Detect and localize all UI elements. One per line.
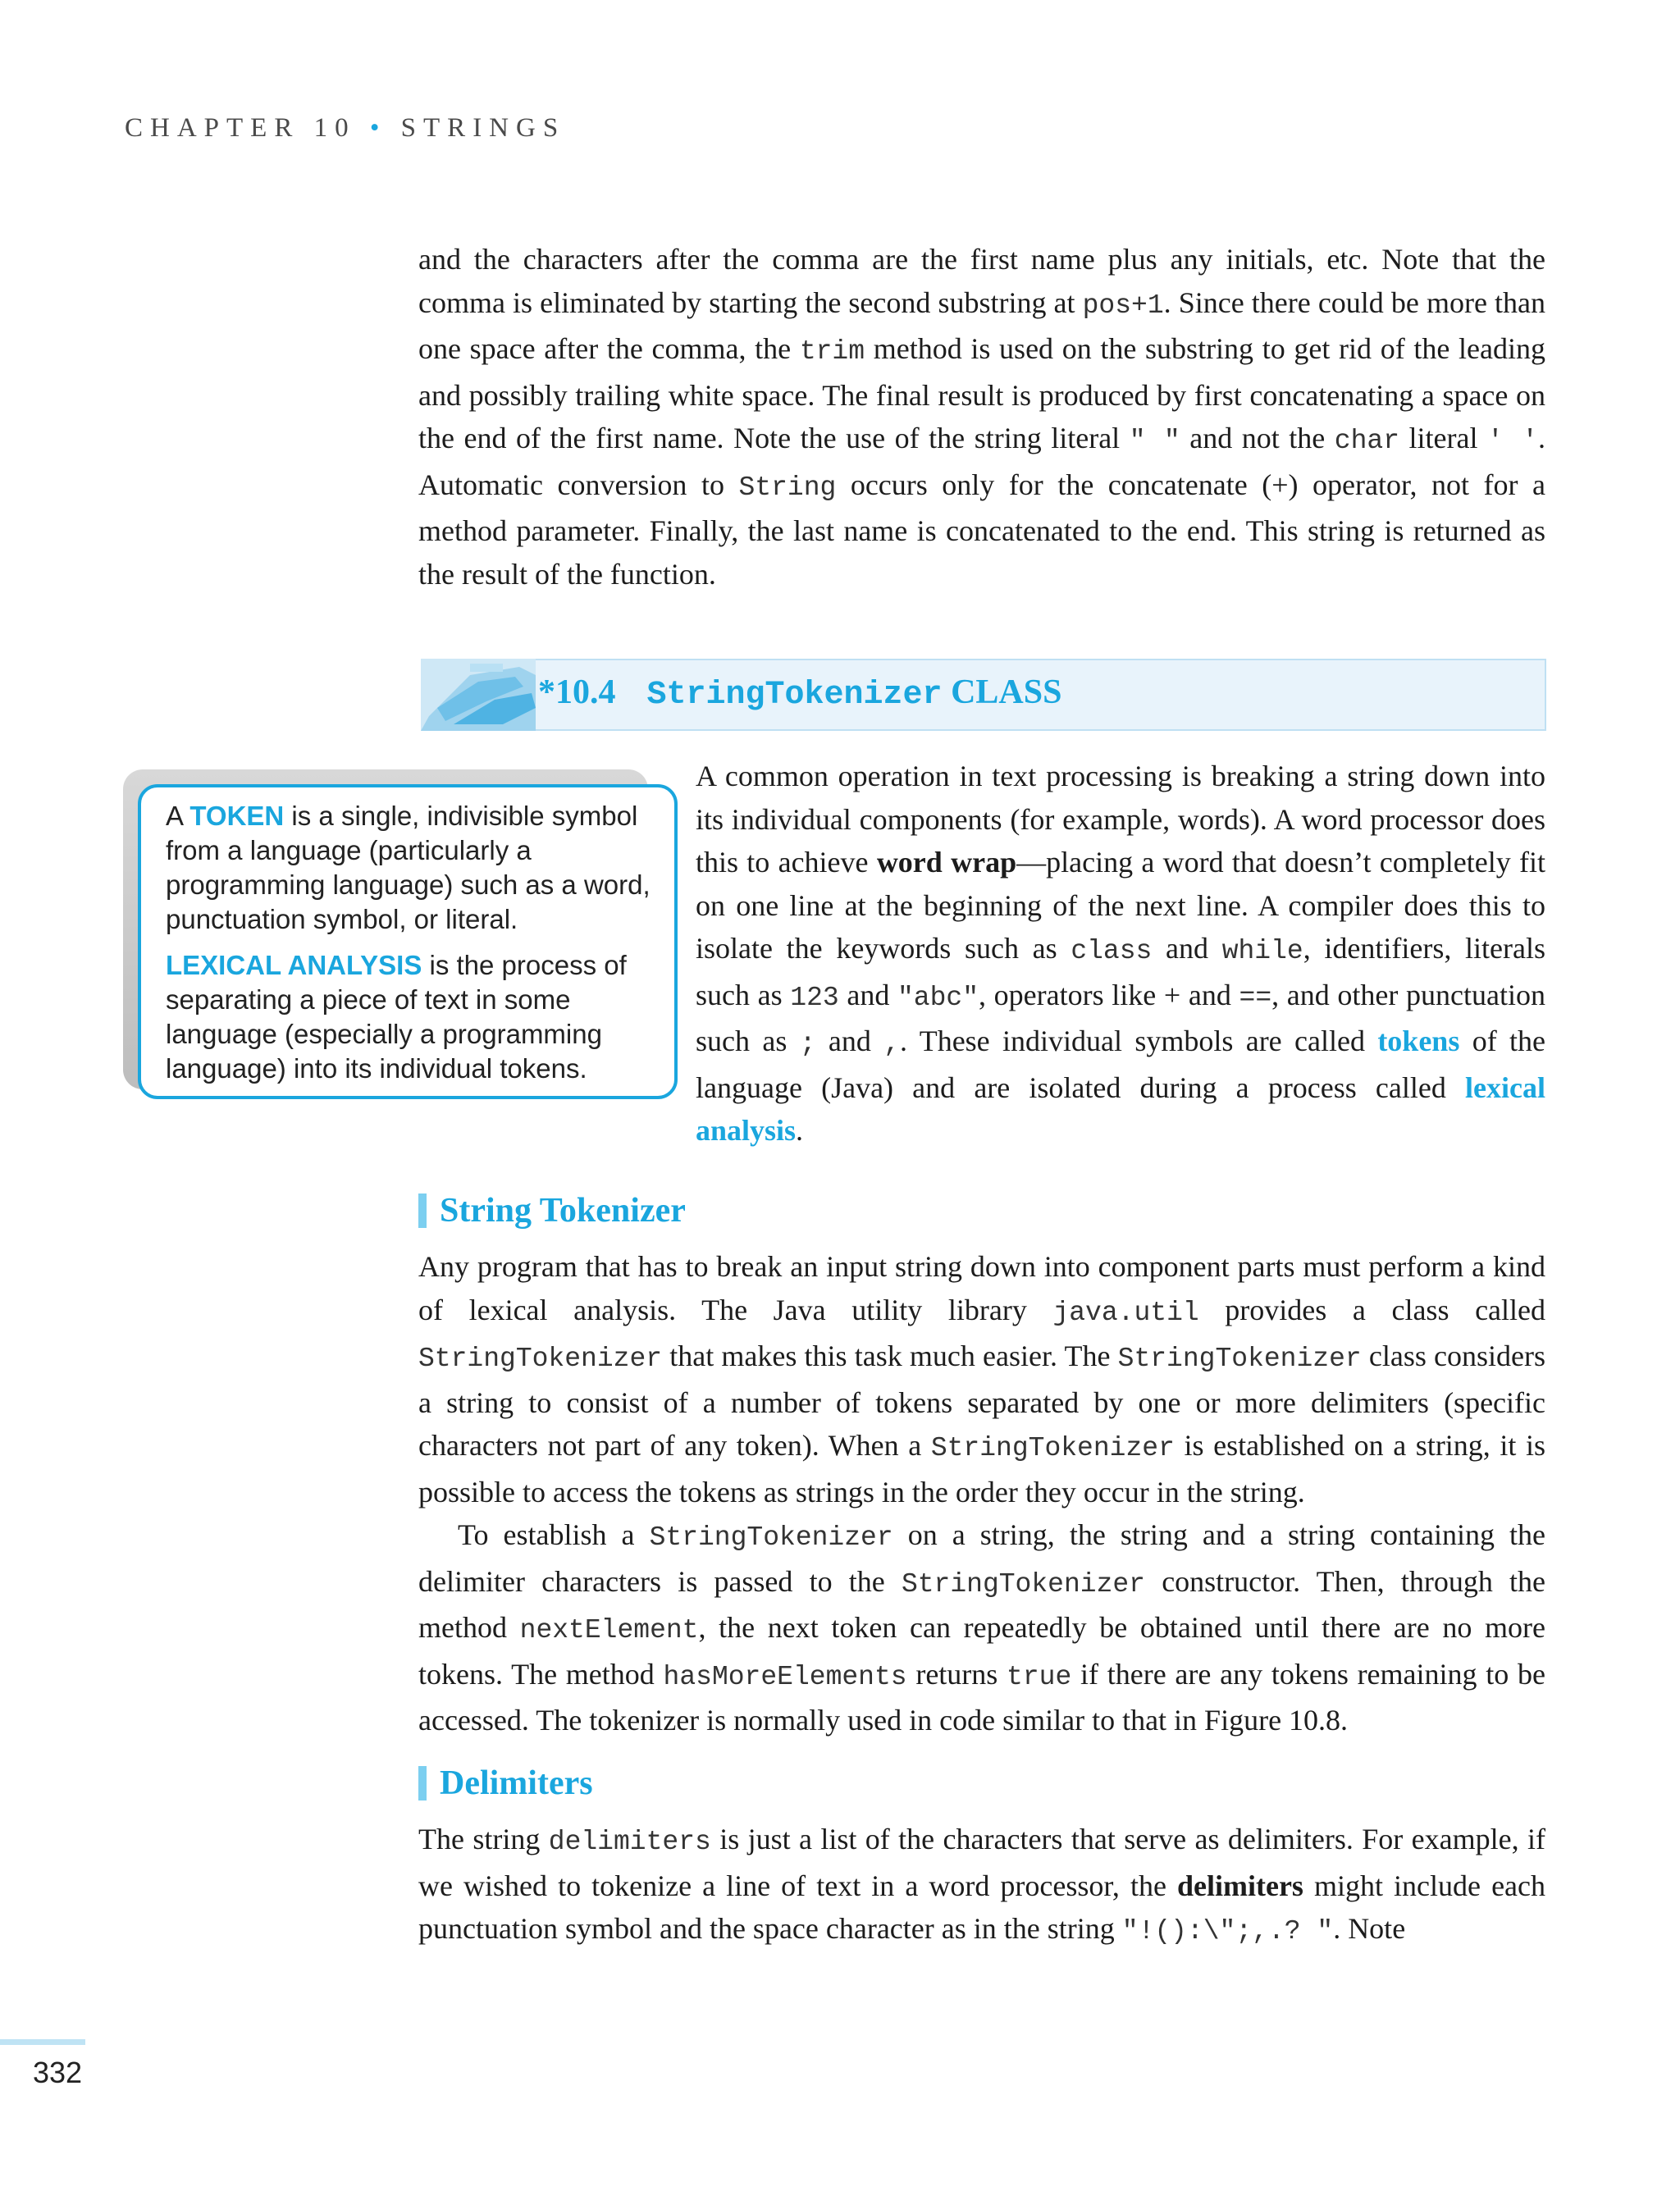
- text: is established on a string, it is possible to access the tokens as strings in the order they occur in the string.: [418, 1429, 1546, 1508]
- code: " ": [1129, 426, 1180, 456]
- code: StringTokenizer: [1117, 1344, 1362, 1374]
- code: char: [1334, 426, 1400, 456]
- code: while: [1221, 936, 1303, 966]
- term: LEXICAL ANALYSIS: [166, 950, 422, 980]
- running-head: [125, 113, 565, 144]
- text: , and other punctuation such as: [696, 978, 1545, 1057]
- code: java.util: [1052, 1297, 1199, 1328]
- code: ;: [799, 1029, 816, 1059]
- running-head-separator: •: [369, 113, 387, 143]
- code: nextElement: [519, 1615, 699, 1645]
- keyboard-image: [421, 659, 536, 731]
- subheading-marker: [418, 1766, 427, 1801]
- section-title-rest: CLASS: [942, 673, 1062, 711]
- subheading-text: String Tokenizer: [440, 1192, 686, 1230]
- paragraph: [418, 238, 1545, 596]
- text: The string: [418, 1823, 549, 1855]
- subheading-text: Delimiters: [440, 1764, 593, 1802]
- code: String: [738, 472, 837, 503]
- text: . Automatic conversion to: [418, 422, 1545, 501]
- text: . Note: [1333, 1912, 1406, 1945]
- text: and: [1152, 932, 1222, 965]
- definition-sidebar: [138, 784, 678, 1099]
- text: To establish a: [458, 1518, 650, 1551]
- section-number: *10.4: [538, 673, 616, 711]
- paragraph: [418, 1513, 1545, 1742]
- definition-token: [166, 799, 658, 937]
- code: StringTokenizer: [901, 1568, 1145, 1600]
- text: constructor. Then, through the method: [418, 1564, 1545, 1644]
- text: Any program that has to break an input string down into component parts must perform a kind of lexical analysis. The Java utility library: [418, 1250, 1545, 1326]
- text: is the process of separating a piece of text in some language (especially a programming language) into its individual tokens.: [166, 950, 627, 1084]
- code: "abc": [897, 982, 979, 1013]
- text: is a single, indivisible symbol from a language (particularly a programming language) such as a word, punctuation symbol, or literal.: [166, 801, 651, 934]
- page-number-rule: [0, 2039, 85, 2045]
- section-title: [538, 673, 1061, 714]
- subheading-marker: [418, 1193, 427, 1228]
- bold-term: delimiters: [1176, 1869, 1303, 1902]
- subheading-string-tokenizer: [418, 1191, 686, 1230]
- text: provides a class called: [1198, 1293, 1546, 1326]
- code: pos+1: [1082, 290, 1164, 321]
- code: 123: [790, 982, 839, 1013]
- code: class: [1071, 936, 1153, 966]
- text: might include each punctuation symbol and the space character as in the string: [418, 1869, 1545, 1945]
- text: . Since there could be more than one space after the comma, the: [418, 285, 1545, 365]
- text: and the characters after the comma are the first name plus any initials, etc. Note that the comma is eliminated by starting the second substring at: [418, 243, 1545, 319]
- subheading-delimiters: [418, 1764, 593, 1803]
- term: TOKEN: [189, 801, 285, 831]
- code: true: [1007, 1661, 1072, 1692]
- code: trim: [799, 336, 865, 367]
- text: of the language (Java) and are isolated during a process called: [696, 1025, 1546, 1104]
- text: returns: [906, 1657, 1007, 1691]
- body-paragraph-1: [418, 238, 1545, 596]
- code: hasMoreElements: [663, 1661, 907, 1692]
- key-term: lexical analysis: [696, 1070, 1545, 1147]
- string-tokenizer-body: [418, 1245, 1545, 1742]
- text: is just a list of the characters that serve as delimiters. For example, if we wished to tokenize a line of text in a word processor, the: [418, 1823, 1545, 1902]
- text: , the next token can repeatedly be obtained until there are no more tokens. The method: [418, 1611, 1545, 1691]
- text: that makes this task much easier. The: [662, 1340, 1118, 1372]
- text: literal: [1399, 422, 1488, 454]
- page-number: 332: [33, 2056, 83, 2089]
- code: StringTokenizer: [418, 1344, 663, 1374]
- bold-term: word wrap: [876, 846, 1017, 879]
- keyboard-icon: [421, 659, 536, 731]
- text: .: [796, 1114, 804, 1147]
- text: , identifiers, literals such as: [696, 932, 1545, 1011]
- text: A common operation in text processing is breaking a string down into its individual components (for example, words). A word processor does this to achieve: [696, 760, 1545, 879]
- delimiters-body: [418, 1818, 1545, 1954]
- code: delimiters: [548, 1827, 711, 1857]
- text: on a string, the string and a string containing the delimiter characters is passed to the: [418, 1518, 1546, 1598]
- section-intro: [696, 755, 1545, 1152]
- code: ==: [1239, 982, 1272, 1013]
- text: , operators like + and: [979, 978, 1239, 1011]
- section-title-code: StringTokenizer: [646, 677, 943, 714]
- code: ,: [883, 1029, 900, 1059]
- running-head-chapter: CHAPTER 10: [125, 113, 356, 143]
- code: StringTokenizer: [930, 1433, 1175, 1463]
- paragraph: [696, 755, 1545, 1152]
- text: A: [166, 801, 190, 831]
- code: ' ': [1487, 426, 1538, 456]
- definition-lexical-analysis: [166, 948, 658, 1086]
- text: class considers a string to consist of a number of tokens separated by one or more delimiters (specific characters not part of any token). When a: [418, 1340, 1545, 1462]
- code: "!():\";,.? ": [1121, 1916, 1334, 1947]
- text: and not the: [1180, 422, 1335, 454]
- running-head-title: STRINGS: [400, 113, 566, 143]
- text: method is used on the substring to get rid of the leading and possibly trailing white space. The final result is produced by first concatenating a space on the end of the first name. Note the use of the string literal: [418, 332, 1545, 454]
- code: StringTokenizer: [649, 1522, 893, 1553]
- text: if there are any tokens remaining to be accessed. The tokenizer is normally used in code similar to that in Figure 10.8.: [418, 1657, 1545, 1737]
- text: occurs only for the concatenate (+) operator, not for a method parameter. Finally, the last name is concatenated to the end. This string is returned as the result of the function.: [418, 468, 1546, 591]
- key-term: tokens: [1377, 1025, 1460, 1057]
- text: . These individual symbols are called: [900, 1025, 1378, 1057]
- text: and: [838, 978, 897, 1011]
- paragraph: [418, 1245, 1545, 1513]
- paragraph: [418, 1818, 1545, 1954]
- text: and: [815, 1025, 884, 1057]
- text: —placing a word that doesn’t completely fit on one line at the beginning of the next line. A compiler does this to isolate the keywords such as: [696, 846, 1546, 965]
